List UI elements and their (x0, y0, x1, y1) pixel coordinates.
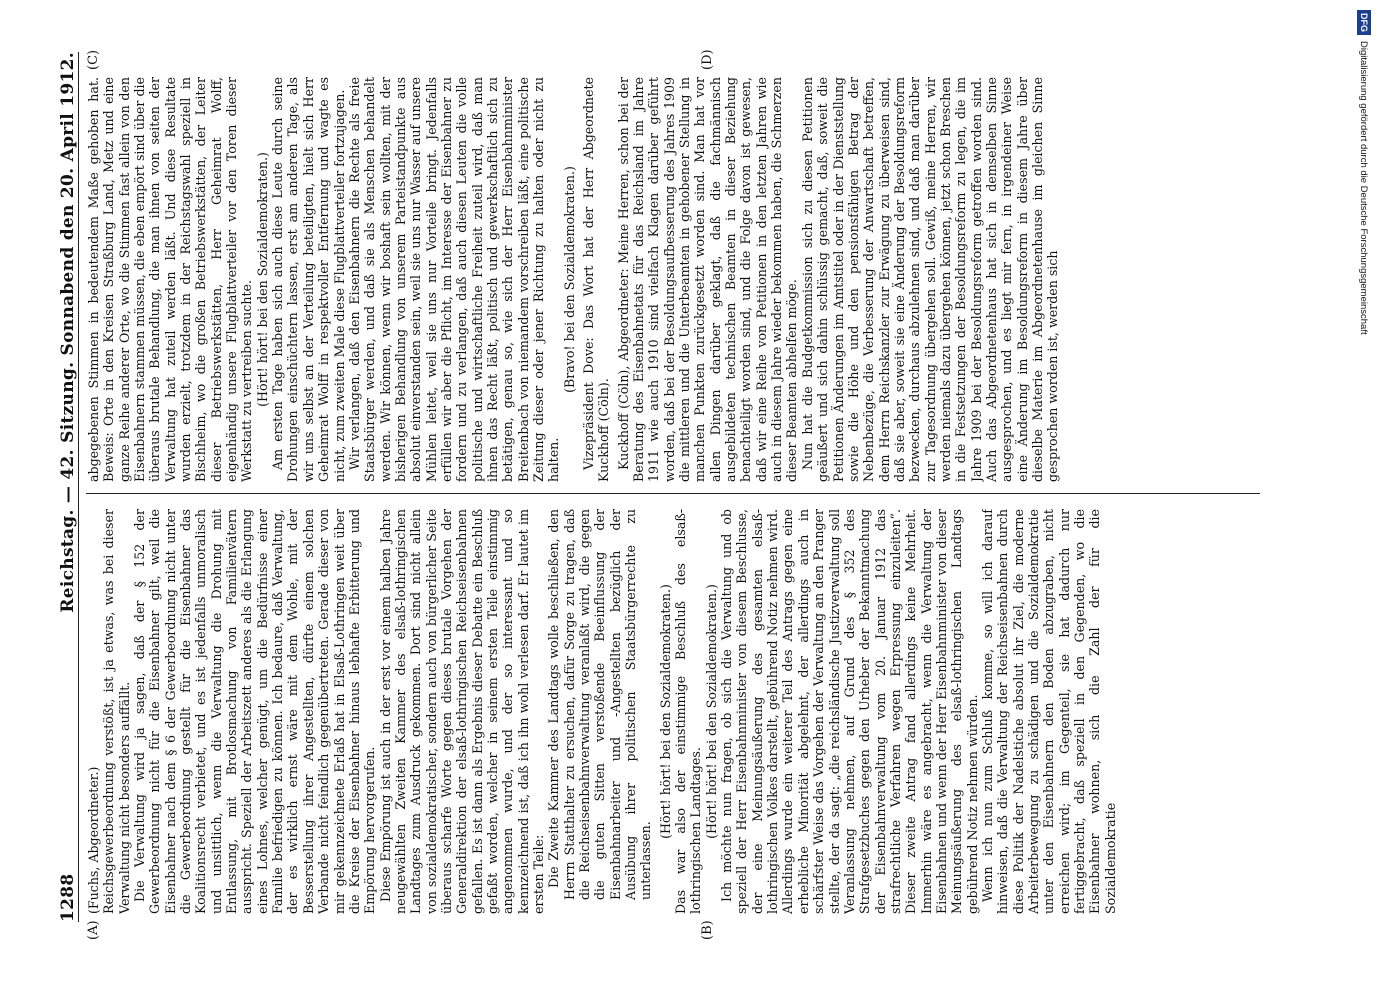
interjection: (Hört! hört! bei den Sozialdemokraten.) (703, 584, 719, 839)
speaker-tag: (Fuchs, Abgeordneter.) (86, 766, 101, 914)
column-divider (86, 493, 1260, 494)
paragraph: Ich möchte nun fragen, ob sich die Verwaltung und ob speziell der Herr Eisenbahnminister von diesem Beschlusse, der eine Meinungsäußerung des gesamten elsaß-lothringischen Volkes darstellt, gebührend Notiz nehmen wird. Allerdings wurde ein weiterer Teil des Antrags gegen eine erhebliche Minorität abgelehnt, der allerdings auch in schärfster Weise das Vorgehen der Verwaltung an den Pranger stellte, der da sagt: „die reichsländische Justizverwaltung soll Veranlassung nehmen, auf Grund des § 352 des Strafgesetzbuches gegen den Urheber der Bekanntmachung der Eisenbahnverwaltung vom 20. Januar 1912 das strafrechtliche Verfahren wegen Erpressung einzuleiten“. Dieser zweite Antrag fand allerdings keine Mehrheit. Immerhin wäre es angebracht, wenn die Verwaltung der Eisenbahnen und wenn der Herr Eisenbahnminister von dieser Meinungsäußerung des elsaß-lothringischen Landtags gebührend Notiz nehmen würden. (719, 509, 980, 914)
dfg-logo: DFG (1357, 10, 1371, 35)
interjection: (Hört! hört! bei den Sozialdemokraten.) (254, 152, 270, 407)
digitization-credit (1353, 10, 1373, 740)
paragraph: Nun hat die Budgetkommission sich zu diesen Petitionen geäußert und sich dahin schlüssig gemacht, daß, soweit die Petitionen Änderungen im Amtstitel oder in der Dienststellung sowie die Höhe und den pensionsfähigen Betrag der Nebenbezüge, die Verbesserung der Anwartschaft betreffen, dem Herrn Reichskanzler zur Erwägung zu überweisen sind, daß sie aber, soweit sie eine Änderung der Besoldungsreform bezwecken, durchaus abzulehnen sind, und daß man darüber zur Tagesordnung übergehen soll. Gewiß, meine Herren, wir werden niemals dazu übergehen können, jetzt schon Breschen in die Festsetzungen der Besoldungsreform zu legen, die im Jahre 1909 bei der Besoldungsreform getroffen worden sind. Auch das Abgeordnetenhaus hat sich in demselben Sinne ausgesprochen, und es liegt mir fern, in irgendeiner Weise eine Änderung im Besoldungsreform in diesem Jahre über dieselbe Materie im Abgeordnetenhause im gleichen Sinne gesprochen worden ist, werden sich (799, 77, 1061, 482)
paragraph: Das war also der einstimmige Beschluß des elsaß-lothringischen Landtages. (673, 509, 704, 914)
paragraph: Kuckhoff (Cöln), Abgeordneter: Meine Herren, schon bei der Beratung des Eisenbahnetats für das Reichsland im Jahre 1911 wie auch 1910 sind vielfach Klagen darüber geführt worden, daß bei der Besoldungsaufbesserung des Jahres 1909 die mittleren und die Unterbeamten in gehobener Stellung in manchen Punkten zurückgesetzt worden sind. Man hat vor allen Dingen darüber geklagt, daß die fachmännisch ausgebildeten technischen Beamten in dieser Beziehung benachteiligt worden sind, und die Folge davon ist gewesen, daß wir eine Reihe von Petitionen in den letzten Jahren wie auch in diesem Jahre wieder bekommen haben, die Schmerzen dieser Beamten abhelfen möge. (615, 77, 800, 482)
margin-mark-c: (C) (86, 49, 101, 70)
presiding-remark: Vizepräsident Dove: Das Wort hat der Herr Abgeordnete Kuckhoff (Cöln). (581, 77, 612, 482)
quoted-resolution: Die Zweite Kammer des Landtags wolle beschließen, den Herrn Statthalter zu ersuchen, dafür Sorge zu tragen, daß die Reichseisenbahnverwaltung veranlaßt wird, die gegen die guten Sitten verstoßende Beeinflussung der Eisenbahnarbeiter und -Angestellten bezüglich der Ausübung ihrer politischen Staatsbürgerrechte zu unterlassen. (546, 509, 654, 900)
paragraph: Am ersten Tage haben sich auch diese Leute durch seine Drohungen einschüchtern lassen, erst am anderen Tage, als wir uns selbst an der Verteilung beteiligten, hielt sich Herr Geheimrat Wolff in respektvoller Entfernung und wagte es nicht, zum zweiten Male diese Flugblattverteiler fortzujagen. (270, 77, 347, 482)
margin-mark-d: (D) (700, 49, 715, 70)
credit-text: Digitalisierung gefördert durch die Deutsche Forschungsgemeinschaft (1358, 41, 1369, 335)
paragraph: Diese Empörung ist auch in der erst vor einem halben Jahre neugewählten Zweiten Kammer des elsaß-lothringischen Landtages zum Ausdruck gekommen. Dort sind nicht allein von sozialdemokratischer, sondern auch von bürgerlicher Seite überaus scharfe Worte gegen dieses brutale Vorgehen der Generaldirektion der elsaß-lothringischen Reichseisenbahnen gefallen. Es ist dann als Ergebnis dieser Debatte ein Beschluß gefaßt worden, welcher in seinem ersten Teile einstimmig angenommen wurde, und der so interessant und so kennzeichnend ist, daß ich ihn wohl verlesen darf. Er lautet im ersten Teile: (377, 509, 546, 914)
margin-mark-a: (A) (86, 920, 101, 940)
running-head (52, 52, 79, 922)
paragraph: Reichsgewerbeordnung verstößt, ist ja etwas, was bei dieser Verwaltung nicht besonders auffällt. (101, 509, 132, 914)
margin-mark-b: (B) (700, 920, 715, 940)
interjection: (Bravo! bei den Sozialdemokraten.) (561, 166, 577, 393)
paragraph: Wir verlangen, daß den Eisenbahnern die Rechte als freie Staatsbürger werden, und daß sie als Menschen behandelt werden. Wir können, wenn wir boshaft sein wollten, mit der bisherigen Behandlung von unserem Parteistandpunkte aus absolut einverstanden sein, weil sie uns nur Wasser auf unsere Mühlen leitet, weil sie uns nur Vorteile bringt. Jedenfalls erfüllen wir aber die Pflicht, im Interesse der Eisenbahner zu fordern und zu verlangen, daß auch diesen Leuten die volle politische und wirtschaftliche Freiheit zuteil wird, daß man ihnen das Recht läßt, politisch und gewerkschaftlich sich zu betätigen, genau so, wie sich der Herr Eisenbahnminister Breitenbach von niemandem vorschreiben läßt, eine politische Zeitung dieser oder jener Richtung zu halten oder nicht zu halten. (346, 77, 562, 482)
page-number: 1288 (58, 873, 78, 922)
paragraph: Die Verwaltung wird ja sagen, daß der § 152 der Gewerbeordnung nicht für die Eisenbahner gilt, weil die Eisenbahner nach dem § 6 der Gewerbeordnung nicht unter die Gewerbeordnung gestellt für die Eisenbahner das Koalitionsrecht verbietet, und es ist jedenfalls unmoralisch und unsittlich, wenn die Verwaltung die Drohung mit Entlassung, mit Brotlosmachung von Familienvätern ausspricht. Speziell der Arbeitszett anderes als die Erlangung eines Lohnes, welcher genügt, um die Bedürfnisse einer Familie befriedigen zu können. Ich bedaure, daß Verwaltung, der es wirklich ernst wäre mit dem Wohle, mit der Besserstellung ihrer Angestellten, dürfte einem solchen Verbande nicht feindlich gegenübertreten. Gerade dieser von mir gekennzeichnete Erlaß hat in Elsaß-Lothringen weit über die Kreise der Eisenbahner hinaus lebhafte Erbitterung und Empörung hervorgerufen. (132, 509, 378, 914)
paragraph: Wenn ich nun zum Schluß komme, so will ich darauf hinweisen, daß die Verwaltung der Reichseisenbahnen durch diese Politik der Nadelstiche absolut ihr Ziel, die moderne Arbeiterbewegung zu schädigen und die Sozialdemokratie unter den Eisenbahnern den Boden abzugraben, nicht erreichen wird; im Gegenteil, sie hat dadurch nur fertiggebracht, daß speziell in den Gegenden, wo die Eisenbahner wohnen, sich die Zahl der für die Sozialdemokratie (979, 509, 1118, 914)
right-column (86, 77, 1260, 482)
interjection: (Hört! hört! bei den Sozialdemokraten.) (657, 584, 673, 839)
running-head-title: Reichstag. — 42. Sitzung. Sonnabend den 20. April 1912. (58, 52, 78, 613)
left-column (86, 509, 1260, 914)
paragraph: abgegebenen Stimmen in bedeutendem Maße gehoben hat. Beweis: Orte in den Kreisen Straßburg Land, Metz und eine ganze Reihe anderer Orte, wo die Stimmen fast allein von den Eisenbahnern stammen müssen, die eben empört sind über die überaus brutale Behandlung, die man ihnen von seiten der Verwaltung hat zuteil werden läßt. Und diese Resultate wurden erzielt, trotzdem in der Reichstagswahl speziell in Bischheim, wo die großen Betriebswerkstätten, der Leiter dieser Betriebswerkstätten, Herr Geheimrat Wolff, eigenhändig unsere Flugblattverteiler vor den Toren dieser Werkstatt zu vertreiben suchte. (86, 77, 255, 482)
